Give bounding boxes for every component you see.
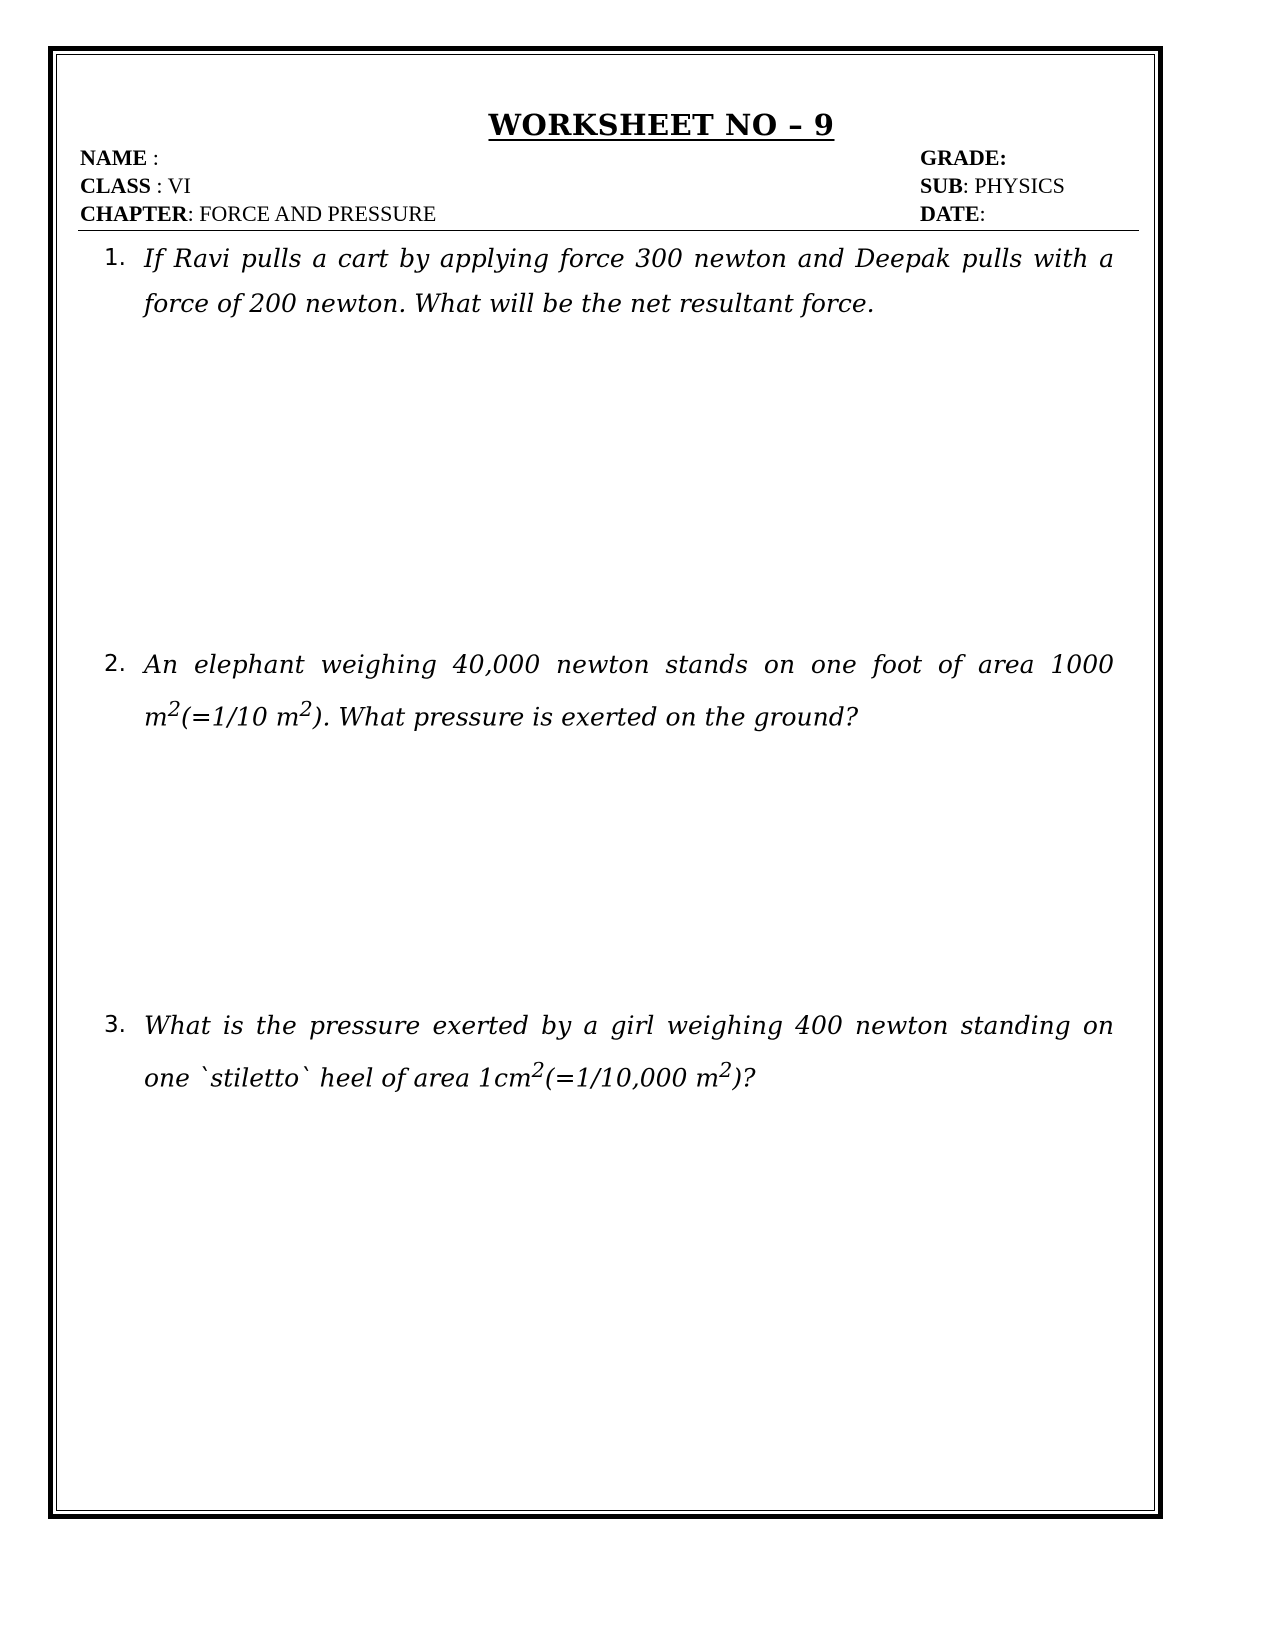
class-label: CLASS: [80, 173, 151, 198]
header-divider: [78, 230, 1139, 231]
name-row: NAME :: [80, 145, 159, 170]
subject-value: PHYSICS: [974, 173, 1065, 198]
header-left: [80, 144, 436, 228]
question-text: [144, 1003, 1114, 1100]
superscript: 2: [167, 697, 181, 721]
subject-row: SUB: PHYSICS: [920, 173, 1065, 198]
question-3: [104, 1003, 1114, 1100]
question-text-part: )?: [732, 1063, 756, 1093]
question-text-part: (=1/10 m: [180, 702, 300, 732]
question-1: [104, 236, 1114, 326]
question-2: [104, 642, 1114, 739]
question-text-part: (=1/10,000 m: [544, 1063, 720, 1093]
question-text: [144, 642, 1114, 739]
header-right: [920, 144, 1065, 228]
class-row: CLASS : VI: [80, 173, 191, 198]
subject-label: SUB: [920, 173, 963, 198]
question-text-part: An elephant weighing 40,000 newton stands on one foot of area 1000 m: [144, 650, 1114, 732]
question-text-part: ). What pressure is exerted on the ground?: [312, 702, 859, 732]
name-label: NAME: [80, 145, 148, 170]
worksheet-title: [0, 108, 1275, 142]
question-number: 2.: [104, 651, 126, 677]
grade-row: [920, 144, 1065, 172]
date-label: DATE: [920, 201, 980, 226]
class-value: VI: [167, 173, 191, 198]
question-number: 1.: [104, 245, 126, 271]
question-number: 3.: [104, 1012, 126, 1038]
superscript: 2: [531, 1058, 545, 1082]
date-row: DATE:: [920, 201, 986, 226]
superscript: 2: [299, 697, 313, 721]
chapter-value: FORCE AND PRESSURE: [199, 201, 437, 226]
worksheet-title-text: WORKSHEET NO – 9: [488, 108, 835, 142]
chapter-row: CHAPTER: FORCE AND PRESSURE: [80, 201, 437, 226]
question-text: If Ravi pulls a cart by applying force 300 newton and Deepak pulls with a force of 200 newton. What will be the net resultant force.: [144, 244, 1114, 318]
superscript: 2: [719, 1058, 733, 1082]
chapter-label: CHAPTER: [80, 201, 188, 226]
grade-label: GRADE:: [920, 145, 1007, 170]
question-text-part: What is the pressure exerted by a girl weighing 400 newton standing on one `stiletto` heel of area 1cm: [144, 1011, 1114, 1093]
